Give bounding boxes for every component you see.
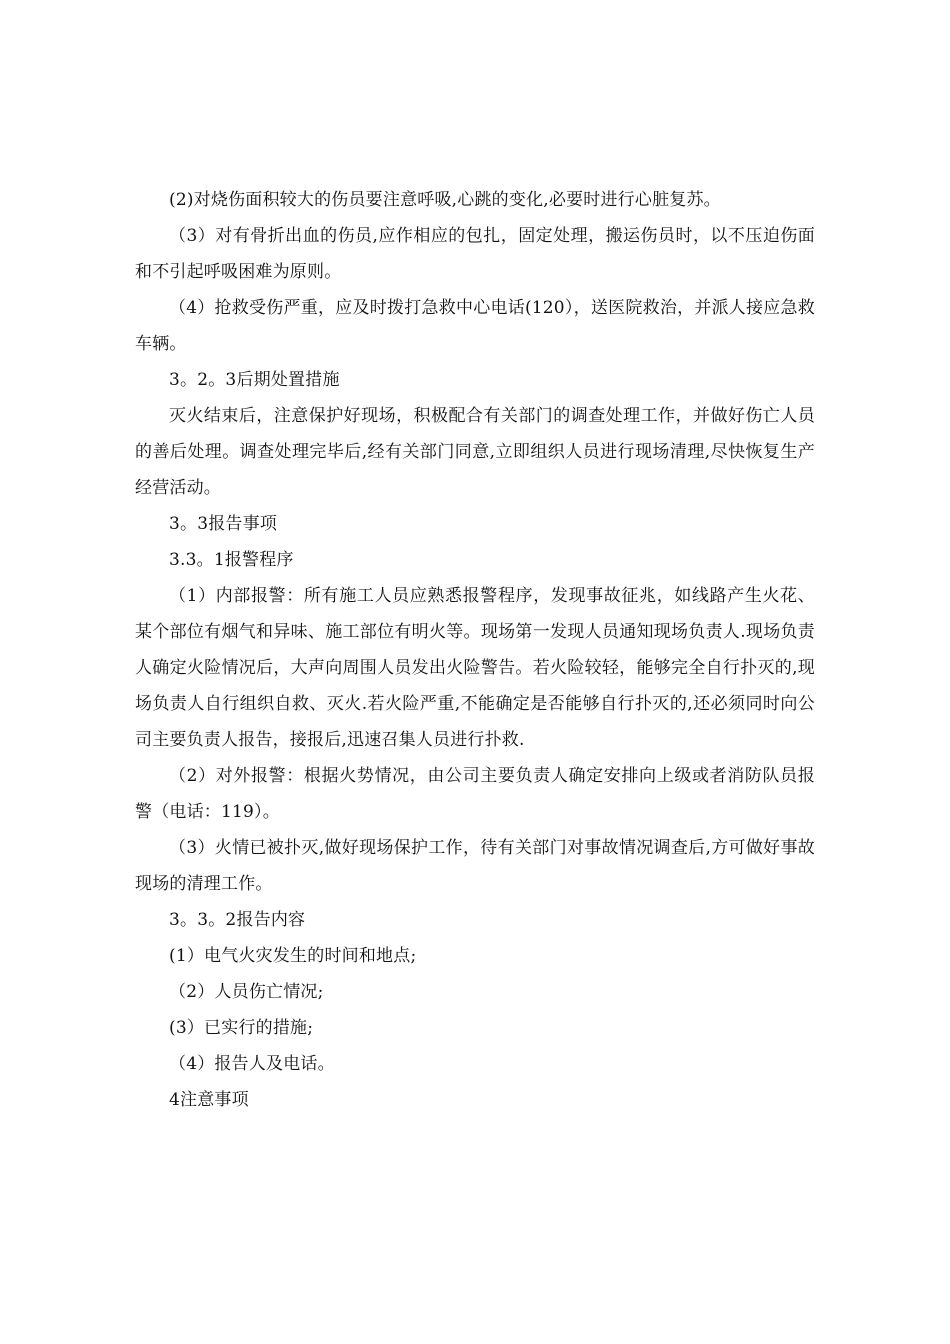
heading-notes: 4注意事项 — [169, 1090, 249, 1110]
paragraph-post-disposal: 灭火结束后，注意保护好现场，积极配合有关部门的调查处理工作，并做好伤亡人员的善后处理。调查处理完毕后,经有关部门同意,立即组织人员进行现场清理,尽快恢复生产经营活动。 — [135, 406, 815, 498]
paragraph-external-alarm: （2）对外报警：根据火势情况，由公司主要负责人确定安排向上级或者消防队员报警（电话：119）。 — [135, 766, 815, 822]
paragraph-internal-alarm: （1）内部报警：所有施工人员应熟悉报警程序，发现事故征兆，如线路产生火花、某个部位有烟气和异味、施工部位有明火等。现场第一发现人员通知现场负责人.现场负责人确定火险情况后，大声向周围人员发出火险警告。若火险较轻，能够完全自行扑灭的,现场负责人自行组织自救、灭火.若火险严重,不能确定是否能够自行扑灭的,还必须同时向公司主要负责人报告，接报后,迅速召集人员进行扑救. — [135, 586, 815, 750]
paragraph-fire-extinguished: （3）火情已被扑灭,做好现场保护工作，待有关部门对事故情况调查后,方可做好事故现场的清理工作。 — [135, 838, 815, 894]
report-item-casualties: （2）人员伤亡情况; — [169, 982, 324, 1002]
report-item-time-location: (1）电气火灾发生的时间和地点; — [169, 946, 417, 966]
heading-alarm-procedure: 3.3。1报警程序 — [169, 550, 294, 570]
report-item-reporter-phone: （4）报告人及电话。 — [169, 1054, 335, 1074]
document-body — [135, 182, 815, 1118]
paragraph-fracture-bandage: （3）对有骨折出血的伤员,应作相应的包扎，固定处理，搬运伤员时，以不压迫伤面和不引起呼吸困难为原则。 — [135, 226, 815, 282]
heading-report-items: 3。3报告事项 — [169, 514, 278, 534]
heading-report-content: 3。3。2报告内容 — [169, 910, 306, 930]
heading-post-disposal: 3。2。3后期处置措施 — [169, 370, 340, 390]
report-item-measures: (3）已实行的措施; — [169, 1018, 314, 1038]
paragraph-emergency-call: （4）抢救受伤严重，应及时拨打急救中心电话(120），送医院救治，并派人接应急救车辆。 — [135, 298, 815, 354]
paragraph-burn-breathing: (2)对烧伤面积较大的伤员要注意呼吸,心跳的变化,必要时进行心脏复苏。 — [169, 190, 721, 210]
